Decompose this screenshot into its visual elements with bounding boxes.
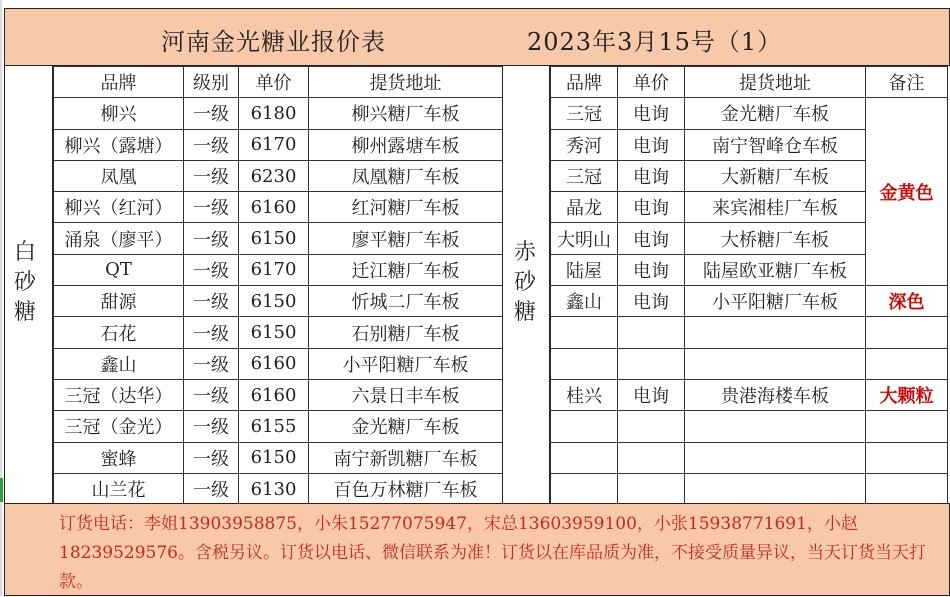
- white-sugar-brand-cell: 柳兴（露塘）: [54, 129, 184, 160]
- white-sugar-address-cell: 柳兴糖厂车板: [309, 98, 503, 129]
- white-sugar-address-cell: 南宁新凯糖厂车板: [309, 442, 503, 473]
- red-sugar-brand-cell: 秀河: [551, 129, 618, 160]
- white-sugar-row: [54, 254, 503, 285]
- white-sugar-address-cell: 红河糖厂车板: [309, 192, 503, 223]
- red-sugar-price-cell: 电询: [618, 192, 685, 223]
- red-sugar-brand-cell: [551, 473, 618, 504]
- red-sugar-brand-cell: 三冠: [551, 98, 618, 129]
- white-sugar-price-cell: 6170: [239, 254, 309, 285]
- white-sugar-address-cell: 石别糖厂车板: [309, 317, 503, 348]
- red-sugar-label: [514, 238, 536, 328]
- red-sugar-brand-cell: [551, 317, 618, 348]
- white-sugar-row: [54, 473, 503, 504]
- red-sugar-char-2: 砂: [514, 270, 537, 295]
- red-sugar-row: [551, 473, 948, 504]
- red-sugar-note-cell: 大颗粒: [866, 379, 948, 410]
- order-contact-footer: [4, 503, 950, 596]
- red-sugar-note-cell: 深色: [866, 286, 948, 317]
- sheet-gridline: [0, 0, 2, 596]
- red-sugar-address-cell: 来宾湘桂厂车板: [685, 192, 866, 223]
- white-sugar-grade-cell: 一级: [184, 317, 239, 348]
- red-sugar-row: [551, 286, 948, 317]
- white-sugar-price-cell: 6130: [239, 473, 309, 504]
- col-header-notes: 备注: [866, 67, 948, 98]
- red-sugar-address-cell: 小平阳糖厂车板: [685, 286, 866, 317]
- white-sugar-brand-cell: 山兰花: [54, 473, 184, 504]
- white-sugar-header-row: [54, 67, 503, 98]
- white-sugar-grade-cell: 一级: [184, 379, 239, 410]
- red-sugar-address-cell: 金光糖厂车板: [685, 98, 866, 129]
- white-sugar-grade-cell: 一级: [184, 160, 239, 191]
- white-sugar-brand-cell: 柳兴（红河）: [54, 192, 184, 223]
- red-sugar-price-cell: 电询: [618, 129, 685, 160]
- red-sugar-address-cell: [685, 442, 866, 473]
- red-sugar-row: [551, 98, 948, 129]
- red-sugar-price-cell: 电询: [618, 286, 685, 317]
- red-sugar-price-cell: 电询: [618, 254, 685, 285]
- white-sugar-address-cell: 迁江糖厂车板: [309, 254, 503, 285]
- red-sugar-price-cell: [618, 442, 685, 473]
- white-sugar-price-cell: 6170: [239, 129, 309, 160]
- red-sugar-row: [551, 317, 948, 348]
- white-sugar-char-3: 糖: [14, 300, 37, 325]
- red-sugar-price-cell: [618, 473, 685, 504]
- white-sugar-price-cell: 6150: [239, 223, 309, 254]
- red-sugar-price-cell: 电询: [618, 98, 685, 129]
- red-sugar-note-cell: [866, 442, 948, 473]
- white-sugar-price-cell: 6150: [239, 286, 309, 317]
- white-sugar-address-cell: 金光糖厂车板: [309, 411, 503, 442]
- white-sugar-grade-cell: 一级: [184, 442, 239, 473]
- white-sugar-brand-cell: 柳兴: [54, 98, 184, 129]
- cell-cursor-marker: [0, 478, 3, 502]
- red-sugar-price-cell: [618, 411, 685, 442]
- price-sheet-header: [4, 8, 950, 66]
- white-sugar-grade-cell: 一级: [184, 254, 239, 285]
- red-sugar-note-cell: [866, 348, 948, 379]
- white-sugar-price-cell: 6155: [239, 411, 309, 442]
- white-sugar-address-cell: 廖平糖厂车板: [309, 223, 503, 254]
- red-sugar-address-cell: 大桥糖厂车板: [685, 223, 866, 254]
- white-sugar-grade-cell: 一级: [184, 473, 239, 504]
- white-sugar-char-2: 砂: [14, 270, 37, 295]
- white-sugar-price-cell: 6160: [239, 348, 309, 379]
- white-sugar-brand-cell: 三冠（达华）: [54, 379, 184, 410]
- white-sugar-grade-cell: 一级: [184, 129, 239, 160]
- white-sugar-row: [54, 317, 503, 348]
- red-sugar-price-cell: 电询: [618, 160, 685, 191]
- red-sugar-price-cell: [618, 348, 685, 379]
- white-sugar-table: [53, 66, 503, 505]
- white-sugar-brand-cell: 凤凰: [54, 160, 184, 191]
- white-sugar-brand-cell: 涌泉（廖平）: [54, 223, 184, 254]
- col-header-address: 提货地址: [685, 67, 866, 98]
- col-header-price: 单价: [618, 67, 685, 98]
- white-sugar-row: [54, 98, 503, 129]
- red-sugar-row: [551, 411, 948, 442]
- white-sugar-grade-cell: 一级: [184, 192, 239, 223]
- footer-text: 订货电话：李姐13903958875，小朱15277075947，宋总13603959100，小张15938771691，小赵18239529576。含税另议。订货以电话、微信联系为准！订货以在库品质为准，不接受质量异议，当天订货当天打款。: [59, 514, 926, 592]
- white-sugar-address-cell: 六景日丰车板: [309, 379, 503, 410]
- white-sugar-price-cell: 6160: [239, 379, 309, 410]
- white-sugar-address-cell: 柳州露塘车板: [309, 129, 503, 160]
- white-sugar-price-cell: 6160: [239, 192, 309, 223]
- white-sugar-address-cell: 百色万林糖厂车板: [309, 473, 503, 504]
- sheet-date: 2023年3月15号（1）: [527, 28, 783, 56]
- white-sugar-grade-cell: 一级: [184, 223, 239, 254]
- red-sugar-char-1: 赤: [514, 240, 537, 265]
- red-sugar-address-cell: 大新糖厂车板: [685, 160, 866, 191]
- red-sugar-brand-cell: 桂兴: [551, 379, 618, 410]
- red-sugar-address-cell: [685, 411, 866, 442]
- red-sugar-address-cell: 陆屋欧亚糖厂车板: [685, 254, 866, 285]
- red-sugar-row: [551, 348, 948, 379]
- col-header-price: 单价: [239, 67, 309, 98]
- white-sugar-brand-cell: 鑫山: [54, 348, 184, 379]
- white-sugar-grade-cell: 一级: [184, 411, 239, 442]
- white-sugar-char-1: 白: [14, 240, 37, 265]
- white-sugar-row: [54, 379, 503, 410]
- white-sugar-brand-cell: 三冠（金光）: [54, 411, 184, 442]
- col-header-brand: 品牌: [54, 67, 184, 98]
- white-sugar-label: [14, 238, 36, 328]
- red-sugar-price-cell: 电询: [618, 223, 685, 254]
- white-sugar-row: [54, 442, 503, 473]
- white-sugar-price-cell: 6230: [239, 160, 309, 191]
- white-sugar-grade-cell: 一级: [184, 348, 239, 379]
- white-sugar-address-cell: 忻城二厂车板: [309, 286, 503, 317]
- red-sugar-price-cell: 电询: [618, 379, 685, 410]
- red-sugar-note-cell: [866, 317, 948, 348]
- red-sugar-char-3: 糖: [514, 300, 537, 325]
- col-header-grade: 级别: [184, 67, 239, 98]
- red-sugar-address-cell: 贵港海楼车板: [685, 379, 866, 410]
- white-sugar-row: [54, 411, 503, 442]
- red-sugar-brand-cell: 陆屋: [551, 254, 618, 285]
- red-sugar-brand-cell: 三冠: [551, 160, 618, 191]
- red-sugar-brand-cell: [551, 348, 618, 379]
- white-sugar-row: [54, 192, 503, 223]
- red-sugar-address-cell: [685, 317, 866, 348]
- white-sugar-address-cell: 凤凰糖厂车板: [309, 160, 503, 191]
- white-sugar-brand-cell: QT: [54, 254, 184, 285]
- white-sugar-brand-cell: 甜源: [54, 286, 184, 317]
- white-sugar-price-cell: 6150: [239, 317, 309, 348]
- white-sugar-address-cell: 小平阳糖厂车板: [309, 348, 503, 379]
- red-sugar-row: [551, 442, 948, 473]
- white-sugar-row: [54, 223, 503, 254]
- white-sugar-row: [54, 348, 503, 379]
- white-sugar-row: [54, 129, 503, 160]
- red-sugar-price-cell: [618, 317, 685, 348]
- white-sugar-grade-cell: 一级: [184, 98, 239, 129]
- red-sugar-brand-cell: 鑫山: [551, 286, 618, 317]
- red-sugar-note-cell: [866, 411, 948, 442]
- red-sugar-brand-cell: [551, 442, 618, 473]
- red-sugar-brand-cell: [551, 411, 618, 442]
- red-sugar-brand-cell: 晶龙: [551, 192, 618, 223]
- white-sugar-row: [54, 160, 503, 191]
- col-header-brand: 品牌: [551, 67, 618, 98]
- red-sugar-header-row: [551, 67, 948, 98]
- red-sugar-table: [550, 66, 948, 505]
- sheet-title: 河南金光糖业报价表: [161, 28, 386, 56]
- white-sugar-brand-cell: 石花: [54, 317, 184, 348]
- red-sugar-row: [551, 379, 948, 410]
- red-sugar-brand-cell: 大明山: [551, 223, 618, 254]
- white-sugar-brand-cell: 蜜蜂: [54, 442, 184, 473]
- white-sugar-grade-cell: 一级: [184, 286, 239, 317]
- red-sugar-note-cell: [866, 473, 948, 504]
- red-sugar-address-cell: [685, 473, 866, 504]
- col-header-address: 提货地址: [309, 67, 503, 98]
- white-sugar-row: [54, 286, 503, 317]
- red-sugar-address-cell: [685, 348, 866, 379]
- white-sugar-price-cell: 6150: [239, 442, 309, 473]
- white-sugar-price-cell: 6180: [239, 98, 309, 129]
- red-sugar-address-cell: 南宁智峰仓车板: [685, 129, 866, 160]
- red-sugar-note-cell: 金黄色: [866, 98, 948, 286]
